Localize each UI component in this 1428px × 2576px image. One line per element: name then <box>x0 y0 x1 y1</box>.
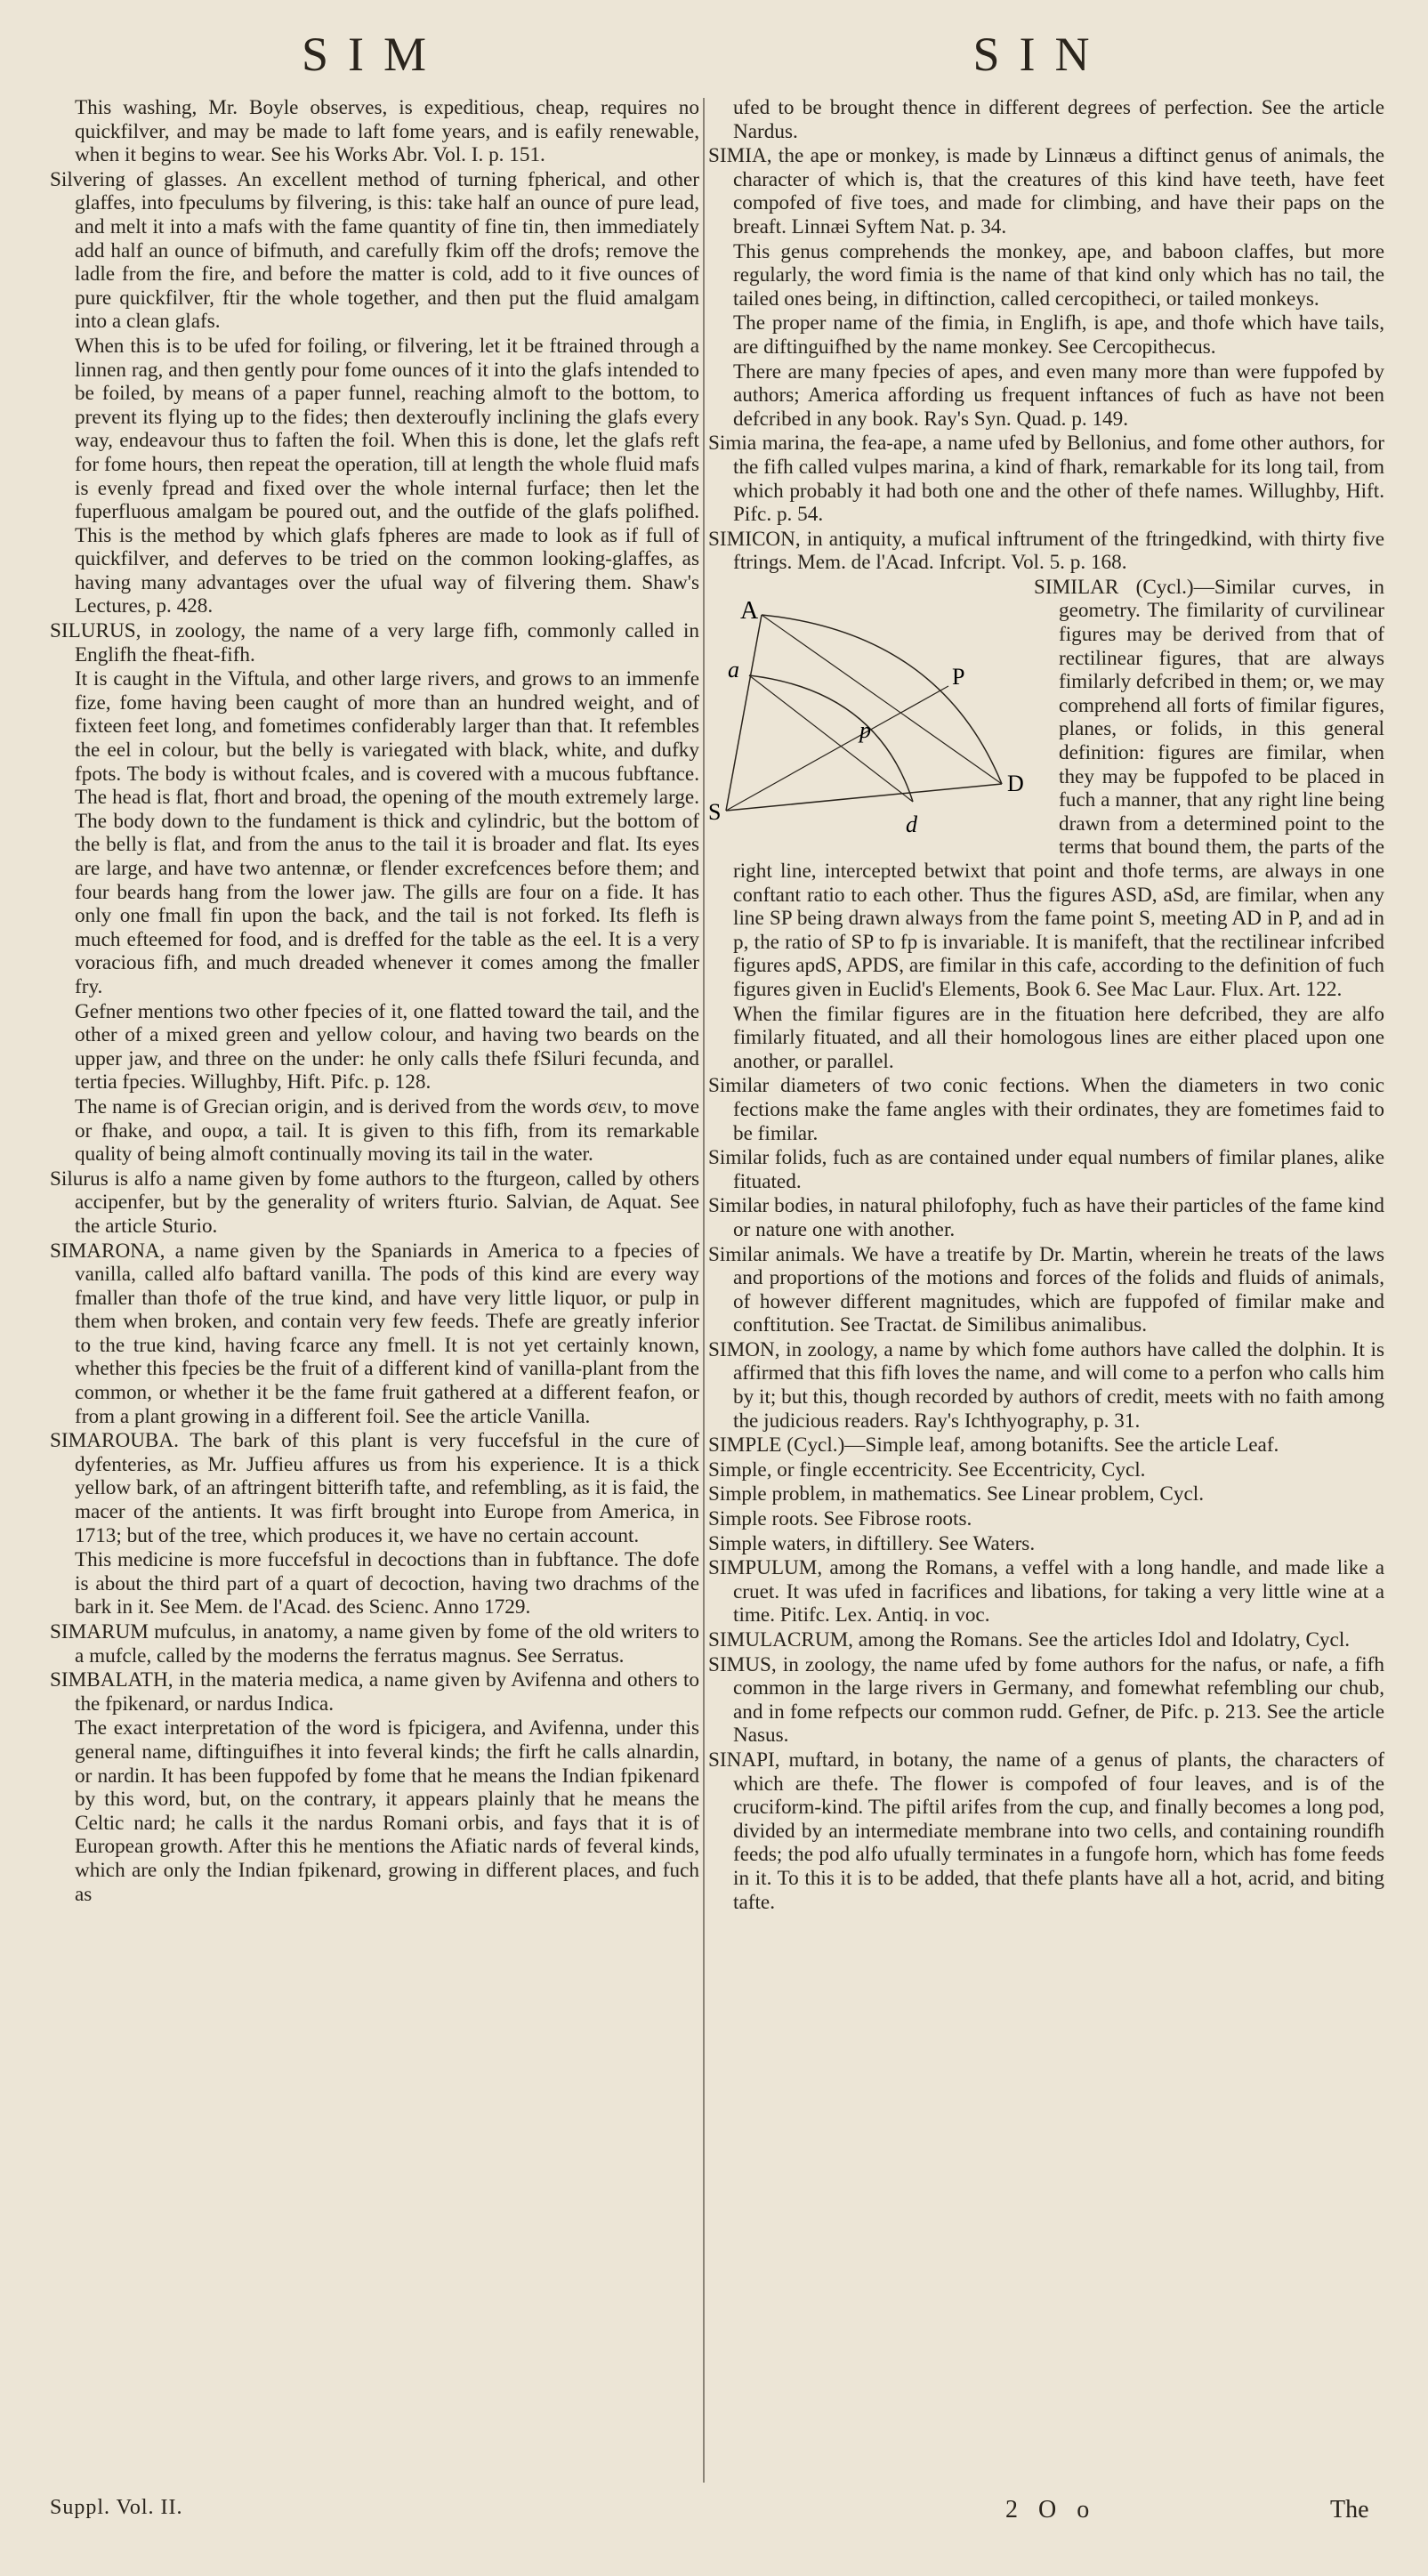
entry-similar-solids: Similar folids, fuch as are contained under equal numbers of fimilar planes, alike fituated. <box>708 1146 1384 1193</box>
entry-silurus: SILURUS, in zoology, the name of a very large fifh, commonly called in Englifh the fheat-fifh. <box>50 619 699 666</box>
paragraph: This washing, Mr. Boyle observes, is expeditious, cheap, requires no quickfilver, and may be made to laft fome years, and is eafily renewable, when it begins to wear. See his Works Abr. Vol. I. p. 151. <box>75 96 699 167</box>
paragraph: The exact interpretation of the word is fpicigera, and Avifenna, under this general name, diftinguifhes it into feveral kinds; the firft he calls alnardin, or nardin. It has been fuppofed by fome that he means the Indian fpikenard by this word, but, on the contrary, it appears plainly that he means the Celtic nard; he calls it the nardus Romani orbis, and fays that it is of European growth. After this he mentions the Afiatic nards of feveral kinds, which are only the Indian fpikenard, growing in different places, and fuch as <box>75 1716 699 1906</box>
entry-simarum: SIMARUM mufculus, in anatomy, a name given by fome of the old writers to a mufcle, called by the moderns the ferratus magnus. See Serratus. <box>50 1620 699 1668</box>
line-AS <box>726 615 762 811</box>
entry-sinapi: SINAPI, muftard, in botany, the name of a genus of plants, the characters of which are thefe. The flower is compofed of four leaves, and is of the cruciform-kind. The piftil arifes from the cup, and finally becomes a long pod, divided by an intermediate membrane into two cells, and containing roundifh feeds; the pod alfo ufually terminates in a fungofe horn, which has fome feeds in it. To this it is to be added, that thefe plants have all a hot, acrid, and biting tafte. <box>708 1748 1384 1914</box>
entry-simpulum: SIMPULUM, among the Romans, a veffel with a long handle, and made like a cruet. It was ufed in facrifices and libations, for taking a very little wine at a time. Pitifc. Lex. Antiq. in voc. <box>708 1556 1384 1627</box>
entry-simbalath: SIMBALATH, in the materia medica, a name given by Avifenna and others to the fpikenard, or nardus Indica. <box>50 1668 699 1716</box>
paragraph: ufed to be brought thence in different degrees of perfection. See the article Nardus. <box>733 96 1384 143</box>
entry-simple-problem: Simple problem, in mathematics. See Linear problem, Cycl. <box>708 1482 1205 1506</box>
entry-simple-waters: Simple waters, in diftillery. See Waters. <box>708 1531 1036 1555</box>
geometry-figure <box>708 579 1046 846</box>
entry-simia: SIMIA, the ape or monkey, is made by Linnæus a diftinct genus of animals, the character of which is, that the creatures of this kind have teeth, have feet compofed of five toes, and made for climbing, and have their paps on the breaft. Linnæi Syftem Nat. p. 34. <box>708 144 1384 238</box>
entry-similar-diameters: Similar diameters of two conic fections. When the diameters in two conic fections make the fame angles with their ordinates, they are fometimes faid to be fimilar. <box>708 1074 1384 1145</box>
entry-simus: SIMUS, in zoology, the name ufed by fome authors for the nafus, or nafe, a fifh common in the large rivers in Germany, and fomewhat refembling our chub, and in fome refpects our common rudd. Gefner, de Pifc. p. 213. See the article Nasus. <box>708 1652 1384 1748</box>
entry-simarona: SIMARONA, a name given by the Spaniards in America to a fpecies of vanilla, called alfo baftard vanilla. The pods of this kind are every way fmaller than thofe of the true kind, and have very little liquor, or pulp in them when broken, and contain very few feeds. Thefe are greatly inferior to the true kind, having fcarce any fmell. It is not yet certainly known, whether this fpecies be the fruit of a different kind of vanilla-plant from the common, or whether it be the fame fruit gathered at a different feafon, or from a plant growing in a different foil. See the article Vanilla. <box>50 1239 699 1428</box>
catchword: The <box>1330 2496 1369 2524</box>
left-column <box>50 96 699 1907</box>
label-d: d <box>906 811 917 837</box>
entry-simple: SIMPLE (Cycl.)—Simple leaf, among botanifts. See the article Leaf. <box>708 1433 1279 1458</box>
entry-silvering-glasses: Silvering of glasses. An excellent method of turning fpherical, and other glaffes, into fpeculums by filvering, is this: take half an ounce of pure lead, and melt it into a mafs with the fame quantity of fine tin, then immediately add half an ounce of bifmuth, and carefully fkim off the drofs; remove the ladle from the fire, and before the matter is cold, add to it five ounces of pure quickfilver, ftir the whole together, and then put the fluid amalgam into a clean glafs. <box>50 167 699 334</box>
label-A: A <box>740 596 759 625</box>
signature-mark: Suppl. Vol. II. <box>50 2496 183 2519</box>
entry-simia-marina: Simia marina, the fea-ape, a name ufed by Bellonius, and fome other authors, for the fifh called vulpes marina, a kind of fhark, remarkable for its long tail, from which probably it had both one and the other of thefe names. Willughby, Hift. Pifc. p. 54. <box>708 432 1384 527</box>
page-number: 2 O o <box>1005 2496 1097 2524</box>
entry-simicon: SIMICON, in antiquity, a mufical inftrument of the ftringedkind, with thirty five ftrings. Mem. de l'Acad. Infcript. Vol. 5. p. 168. <box>708 527 1384 575</box>
paragraph: The name is of Grecian origin, and is derived from the words σειν, to move or fhake, and ουρα, a tail. It is given to this fifh, from its remarkable quality of being almoft continually moving its tail in the water. <box>75 1094 699 1167</box>
chord-ad <box>749 675 913 802</box>
paragraph: The proper name of the fimia, in Englifh, is ape, and thofe which have tails, are diftinguifhed by the name monkey. See Cercopithecus. <box>733 311 1384 359</box>
entry-simarouba: SIMAROUBA. The bark of this plant is very fuccefsful in the cure of dyfenteries, as Mr. Juffieu affures us from his experience. It is a thick yellow bark, of an aftringent bitterifh tafte, and refembling, as it is faid, the macer of the antients. It was firft brought into Europe from America, in 1713; but of the tree, which produces it, we have no certain account. <box>50 1429 699 1547</box>
paragraph: It is caught in the Viftula, and other large rivers, and grows to an immenfe fize, fome having been caught of more than an hundred weight, and of fixteen feet long, and fometimes confiderably larger than that. It refembles the eel in colour, but the belly is variegated with black, white, and dufky fpots. The body is without fcales, and is covered with a mucous fubftance. The head is flat, fhort and broad, the opening of the mouth extremely large. The body down to the fundament is thick and cylindric, but the bottom of the belly is flat, and from the anus to the tail it is broader and flat. Its eyes are large, and have two antennæ, or flender excrefcences before them; and four beards hang from the lower jaw. The gills are four on a fide. It has only one fmall fin upon the back, and the tail is not forked. Its flefh is much efteemed for food, and is dreffed for the table as the eel. It is a very voracious fifh, and much dreaded whenever it comes among the fmaller fry. <box>75 667 699 998</box>
similar-figures-diagram <box>708 579 1046 846</box>
paragraph: When the fimilar figures are in the fituation here defcribed, they are alfo fimilarly fituated, and all their homologous lines are either placed upon one another, or parallel. <box>733 1002 1384 1073</box>
running-head-left: SIM <box>301 28 447 81</box>
paragraph: This genus comprehends the monkey, ape, and baboon claffes, but more regularly, the word fimia is the name of that kind only which has no tail, the tailed ones being, in diftinction, called cercopitheci, or tailed monkeys. <box>733 239 1384 311</box>
running-head-right: SIN <box>972 28 1109 81</box>
label-D: D <box>1007 770 1024 796</box>
entry-silurus-sturgeon: Silurus is alfo a name given by fome authors to the fturgeon, called by others accipenfer, but by the generality of writers fturio. Salvian, de Aquat. See the article Sturio. <box>50 1167 699 1238</box>
label-S: S <box>708 798 722 825</box>
entry-similar-bodies: Similar bodies, in natural philofophy, fuch as have their particles of the fame kind or nature one with another. <box>708 1194 1384 1241</box>
paragraph: This medicine is more fuccefsful in decoctions than in fubftance. The dofe is about the third part of a quart of decoction, having two drachms of the bark in it. See Mem. de l'Acad. des Scienc. Anno 1729. <box>75 1548 699 1619</box>
entry-simple-roots: Simple roots. See Fibrose roots. <box>708 1507 972 1531</box>
entry-simulacrum: SIMULACRUM, among the Romans. See the articles Idol and Idolatry, Cycl. <box>708 1628 1351 1651</box>
entry-similar: SIMILAR (Cycl.)—Similar curves, in geometry. The fimilarity of curvilinear figures may be derived from that of rectilinear figures, that are always fimilarly defcribed in them; or, we may comprehend all forts of fimilar figures, planes, or folids, in this general definition: figures are fimilar, when they may be fuppofed to be placed in fuch a manner, that any right line being drawn from a determined point to the terms that bound them, the parts of the right line, intercepted betwixt that point and thofe terms, are always in one conftant ratio to each other. Thus the figures ASD, aSd, are fimilar, when any line SP being drawn always from the fame point S, meeting AD in P, and ad in p, the ratio of SP to fp is invariable. It is manifeft, that the rectilinear infcribed figures apdS, APDS, are fimilar in this cafe, according to the definition of fuch figures given in Euclid's Elements, Book 6. See Mac Laur. Flux. Art. 122. <box>733 575 1384 1001</box>
label-p: p <box>859 716 871 743</box>
paragraph: When this is to be ufed for foiling, or filvering, let it be ftrained through a linnen rag, and then gently pour fome ounces of it into the glafs intended to be foiled, by means of a paper funnel, reaching almoft to the bottom, to prevent its flying up to the fides; then dexteroufly inclining the glafs every way, endeavour thus to faften the foil. When this is done, let the glafs reft for fome hours, then repeat the operation, till at length the whole fluid mafs is evenly fpread and fixed over the whole internal furface; then let the fuperfluous amalgam be poured out, and the outfide of the glafs polifhed. This is the method by which glafs fpheres are made to look as if full of quickfilver, and deferves to be tried on the common looking-glaffes, as having many advantages over the ufual way of filvering them. Shaw's Lectures, p. 428. <box>75 334 699 618</box>
column-divider <box>703 98 705 2483</box>
right-column <box>708 96 1384 1915</box>
paragraph: There are many fpecies of apes, and even many more than were fuppofed by authors; America affording us frequent inftances of fuch as have not been defcribed in any book. Ray's Syn. Quad. p. 149. <box>733 359 1384 431</box>
entry-simon: SIMON, in zoology, a name by which fome authors have called the dolphin. It is affirmed that this fifh loves the name, and will come to a perfon who calls him by it; but this, though recorded by authors of credit, meets with no faith among the judicious readers. Ray's Ichthyography, p. 31. <box>708 1337 1384 1433</box>
label-a: a <box>728 656 739 682</box>
label-P: P <box>952 663 965 690</box>
paragraph: Gefner mentions two other fpecies of it, one flatted toward the tail, and the other of a mixed green and yellow colour, and having two beards on the upper jaw, and three on the under: he only calls thefe fSiluri fecunda, and tertia fpecies. Willughby, Hift. Pifc. p. 128. <box>75 999 699 1094</box>
chord-AD <box>762 615 1002 784</box>
entry-similar-animals: Similar animals. We have a treatife by Dr. Martin, wherein he treats of the laws and proportions of the motions and forces of the folids and fluids of animals, of however different magnitudes, which are fuppofed of fimilar make and conftitution. See Tractat. de Similibus animalibus. <box>708 1242 1384 1337</box>
entry-simple-eccentricity: Simple, or fingle eccentricity. See Eccentricity, Cycl. <box>708 1458 1146 1482</box>
